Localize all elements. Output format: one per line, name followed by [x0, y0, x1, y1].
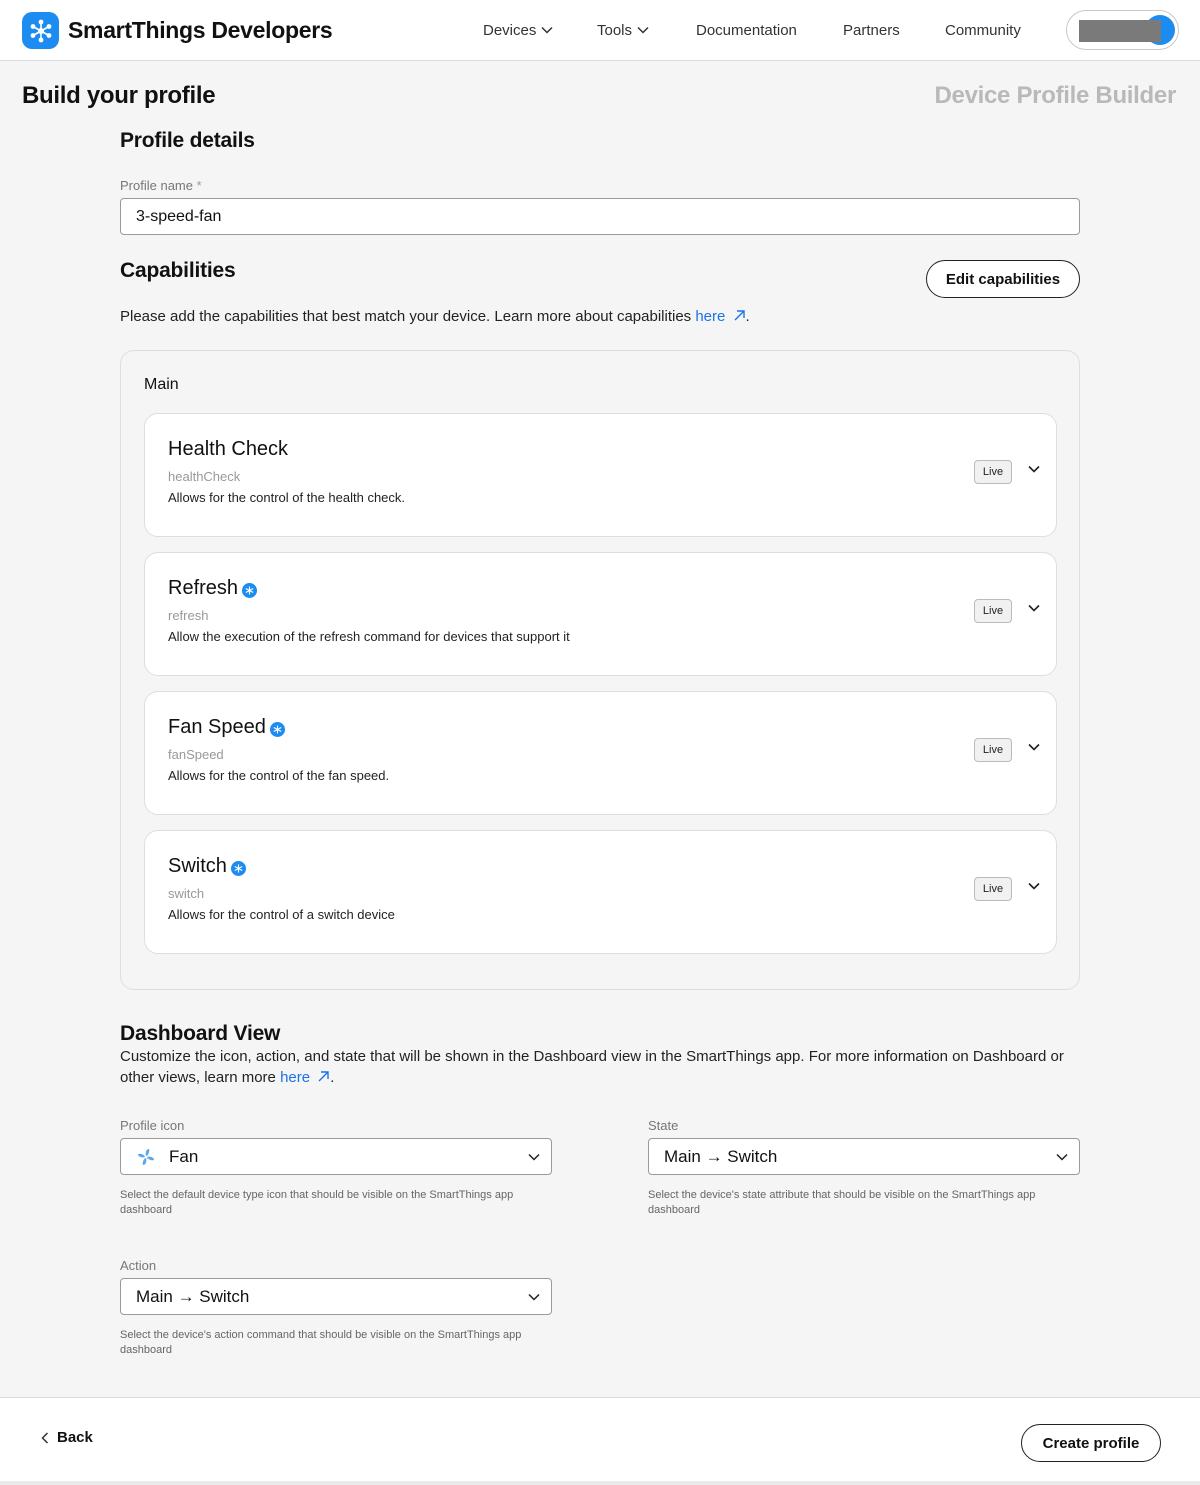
create-profile-button[interactable]: Create profile — [1021, 1424, 1161, 1462]
page-title: Build your profile — [22, 82, 216, 109]
capability-card-refresh[interactable] — [144, 552, 1057, 676]
dashboard-description-text: Customize the icon, action, and state that will be shown in the Dashboard view in the SmartThings app. For more information on Dashboard or other views, learn more — [120, 1048, 1064, 1086]
top-navigation-bar — [0, 0, 1200, 61]
back-button[interactable] — [40, 1429, 93, 1446]
nav-tools[interactable] — [597, 0, 649, 60]
footer-bar — [0, 1397, 1200, 1481]
brand-name: SmartThings Developers — [68, 17, 333, 43]
profile-name-label-text: Profile name — [120, 178, 193, 193]
nav-community-label: Community — [945, 21, 1021, 39]
chevron-down-icon — [527, 1150, 541, 1164]
capabilities-description-text: Please add the capabilities that best match your device. Learn more about capabilities — [120, 308, 696, 325]
external-link-icon — [317, 1070, 330, 1083]
capability-id: fanSpeed — [168, 747, 224, 762]
dashboard-description — [120, 1046, 1080, 1088]
dashboard-learn-more-link[interactable] — [280, 1069, 330, 1086]
action-helper: Select the device's action command that should be visible on the SmartThings app dashboard — [120, 1329, 522, 1356]
chevron-down-icon[interactable] — [1027, 740, 1041, 754]
profile-icon-value: Fan — [169, 1146, 199, 1166]
status-badge: Live — [974, 738, 1012, 762]
status-badge: Live — [974, 460, 1012, 484]
nav-devices-label: Devices — [483, 21, 537, 39]
chevron-down-icon — [541, 26, 553, 34]
fan-icon — [136, 1147, 156, 1167]
status-badge: Live — [974, 599, 1012, 623]
capability-name — [168, 855, 246, 878]
capabilities-description — [120, 306, 750, 327]
profile-icon-select[interactable] — [120, 1138, 552, 1175]
capability-card-switch[interactable] — [144, 830, 1057, 954]
user-menu-button[interactable] — [1066, 10, 1179, 50]
required-mark: * — [196, 178, 202, 193]
brand[interactable] — [22, 12, 332, 49]
capability-id: healthCheck — [168, 469, 241, 484]
nav-documentation-label: Documentation — [696, 21, 797, 39]
capability-name-text: Refresh — [168, 577, 239, 599]
capability-card-health-check[interactable] — [144, 413, 1057, 537]
redacted-username — [1079, 20, 1161, 42]
capability-name-text: Health Check — [168, 438, 289, 460]
capability-card-fan-speed[interactable] — [144, 691, 1057, 815]
capability-id: refresh — [168, 608, 209, 623]
external-link-icon — [733, 309, 746, 322]
chevron-down-icon[interactable] — [1027, 879, 1041, 893]
chevron-down-icon — [527, 1290, 541, 1304]
capabilities-learn-more-link[interactable] — [695, 308, 745, 325]
profile-details-heading: Profile details — [120, 129, 255, 152]
back-label: Back — [57, 1429, 93, 1446]
capabilities-panel — [120, 350, 1080, 990]
builder-title: Device Profile Builder — [934, 82, 1176, 109]
dashboard-view-heading: Dashboard View — [120, 1022, 281, 1045]
nav-tools-label: Tools — [597, 21, 633, 39]
state-value: Main → Switch — [664, 1146, 778, 1166]
chevron-left-icon — [40, 1431, 50, 1445]
edit-capabilities-button[interactable]: Edit capabilities — [926, 260, 1080, 298]
capabilities-heading: Capabilities — [120, 259, 236, 282]
nav-partners-label: Partners — [843, 21, 900, 39]
chevron-down-icon[interactable] — [1027, 601, 1041, 615]
component-label-main: Main — [144, 376, 179, 393]
capability-id: switch — [168, 886, 205, 901]
capability-description: Allows for the control of the health check. — [168, 490, 406, 505]
smartthings-logo-icon — [22, 12, 59, 49]
bottom-divider — [0, 1481, 1200, 1485]
nav-community[interactable] — [945, 0, 1021, 60]
capability-name-text: Fan Speed — [168, 716, 266, 738]
action-select[interactable] — [120, 1278, 552, 1315]
action-value: Main → Switch — [136, 1286, 250, 1306]
capability-name — [168, 577, 257, 600]
capabilities-description-end: . — [745, 308, 750, 325]
capability-name — [168, 438, 288, 461]
capability-description: Allows for the control of the fan speed. — [168, 768, 390, 783]
chevron-down-icon — [637, 26, 649, 34]
verified-badge-icon — [231, 861, 246, 876]
capability-description: Allow the execution of the refresh command for devices that support it — [168, 629, 570, 644]
capability-name-text: Switch — [168, 855, 227, 877]
capabilities-link-text: here — [695, 308, 726, 325]
capability-name — [168, 716, 285, 739]
profile-name-label — [120, 178, 202, 193]
verified-badge-icon — [270, 722, 285, 737]
action-label: Action — [120, 1258, 157, 1273]
dashboard-description-end: . — [330, 1069, 335, 1086]
nav-partners[interactable] — [843, 0, 900, 60]
state-select[interactable] — [648, 1138, 1080, 1175]
state-helper: Select the device's state attribute that should be visible on the SmartThings app dashboard — [648, 1189, 1036, 1216]
profile-name-input[interactable]: 3-speed-fan — [120, 198, 1080, 235]
nav-documentation[interactable] — [696, 0, 797, 60]
chevron-down-icon[interactable] — [1027, 462, 1041, 476]
state-label: State — [648, 1118, 679, 1133]
dashboard-link-text: here — [280, 1069, 311, 1086]
verified-badge-icon — [242, 583, 257, 598]
chevron-down-icon — [1055, 1150, 1069, 1164]
status-badge: Live — [974, 877, 1012, 901]
capability-description: Allows for the control of a switch device — [168, 907, 395, 922]
nav-devices[interactable] — [483, 0, 553, 60]
profile-icon-label: Profile icon — [120, 1118, 185, 1133]
profile-icon-helper: Select the default device type icon that should be visible on the SmartThings app dashboard — [120, 1189, 514, 1216]
